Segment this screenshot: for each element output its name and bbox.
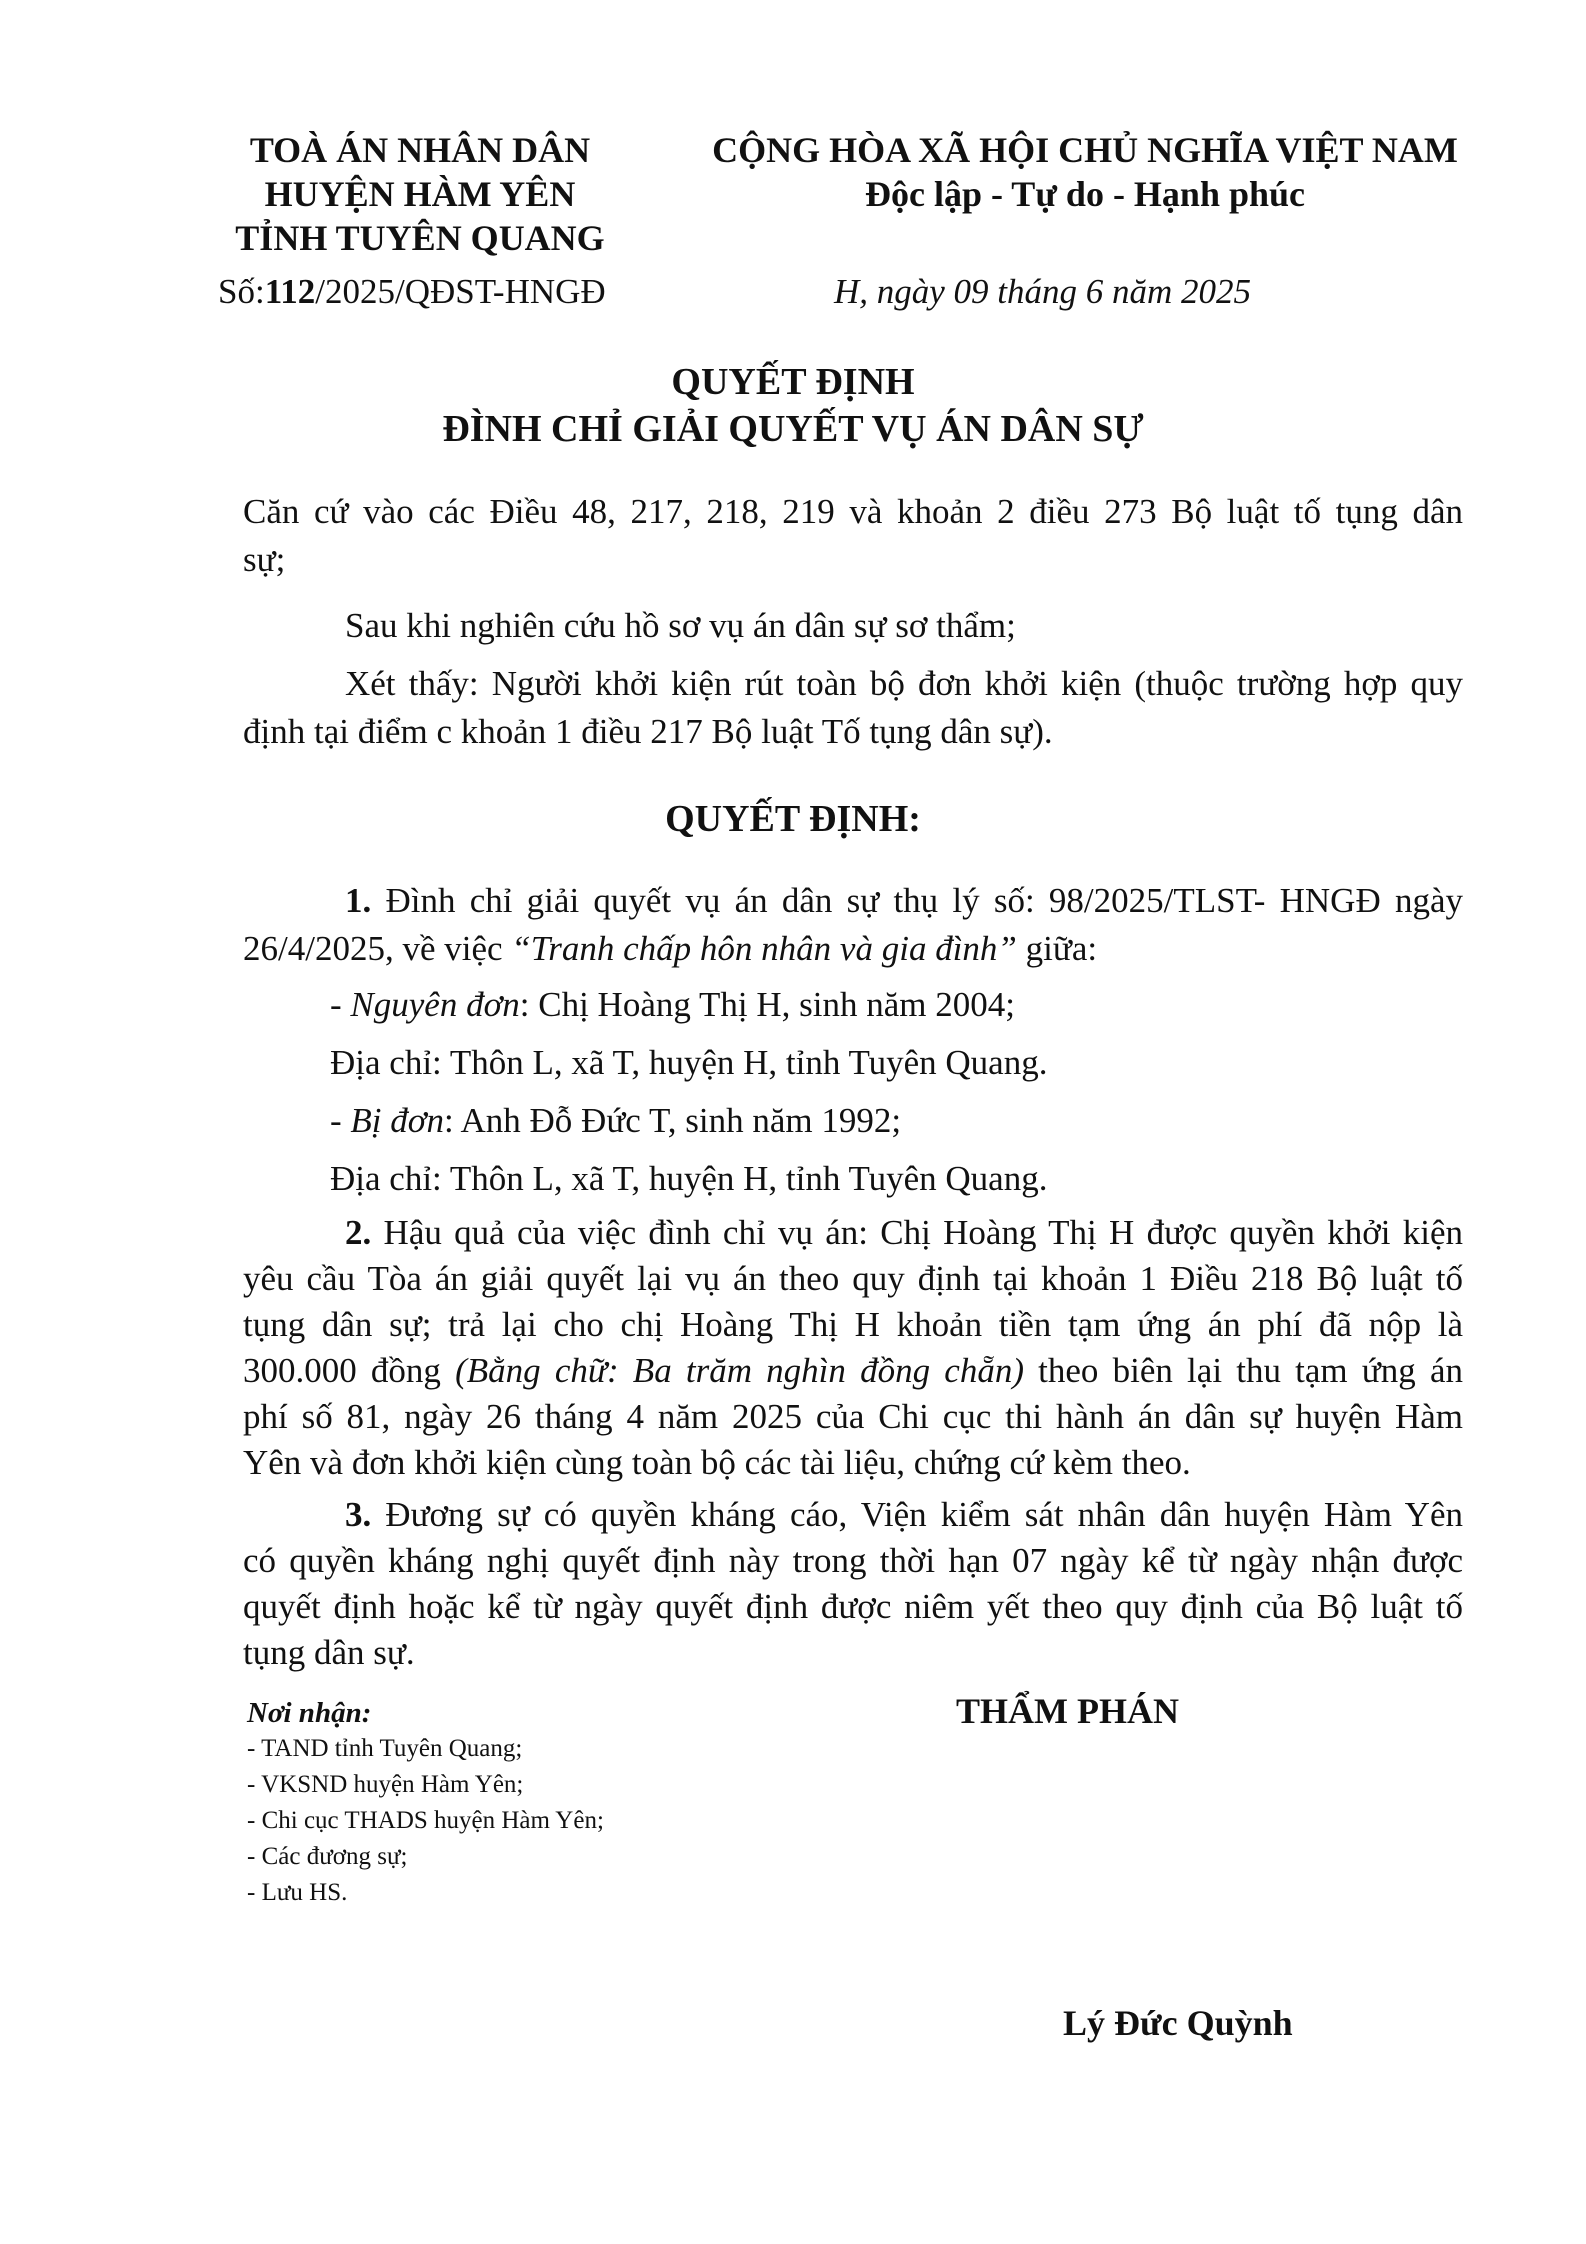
item-number: 3. <box>345 1495 372 1534</box>
item-line: tụng dân sự. <box>243 1633 415 1672</box>
decision-heading: QUYẾT ĐỊNH: <box>665 798 921 840</box>
item-line <box>243 877 1463 925</box>
ref-suffix: /2025/QĐST-HNGĐ <box>315 272 606 311</box>
court-name <box>190 128 650 260</box>
item-text: giữa: <box>1016 929 1098 968</box>
recipient-item: - Chi cục THADS huyện Hàm Yên; <box>247 1807 604 1834</box>
plaintiff-info: : Chị Hoàng Thị H, sinh năm 2004; <box>519 985 1015 1024</box>
dash: - <box>330 985 351 1024</box>
recipients-block <box>247 1695 604 1911</box>
item-line <box>243 925 1463 973</box>
dash: - <box>330 1101 351 1140</box>
recipient-item: - Các đương sự; <box>247 1843 408 1870</box>
decision-item-2 <box>243 1210 1463 1486</box>
case-subject: “Tranh chấp hôn nhân và gia đình” <box>511 929 1017 968</box>
defendant-label: Bị đơn <box>350 1101 444 1140</box>
item-line: yêu cầu Tòa án giải quyết lại vụ án theo quy định tại khoản 1 Điều 218 Bộ luật tố <box>243 1259 1463 1298</box>
signer-role: THẨM PHÁN <box>956 1691 1179 1731</box>
decision-item-1 <box>243 877 1463 973</box>
item-text: 300.000 đồng <box>243 1351 456 1390</box>
item-line: có quyền kháng nghị quyết định này trong thời hạn 07 ngày kể từ ngày nhận được <box>243 1541 1463 1580</box>
plaintiff-label: Nguyên đơn <box>350 985 520 1024</box>
ref-prefix: Số: <box>218 272 265 311</box>
document-title: QUYẾT ĐỊNH <box>671 361 915 403</box>
ref-number: 112 <box>264 272 316 311</box>
defendant <box>330 1101 901 1141</box>
amount-in-words: (Bằng chữ: Ba trăm nghìn đồng chẵn) <box>455 1351 1024 1390</box>
item-number: 1. <box>345 881 372 920</box>
recipient-item: - Lưu HS. <box>247 1879 348 1906</box>
item-text: Hậu quả của việc đình chỉ vụ án: Chị Hoàng Thị H được quyền khởi kiện <box>371 1213 1463 1252</box>
item-line <box>243 1210 1463 1256</box>
item-text: Đình chỉ giải quyết vụ án dân sự thụ lý số: 98/2025/TLST- HNGĐ ngày <box>371 881 1463 920</box>
recipient-item: - TAND tỉnh Tuyên Quang; <box>247 1735 523 1762</box>
item-text: Đương sự có quyền kháng cáo, Viện kiểm sát nhân dân huyện Hàm Yên <box>371 1495 1463 1534</box>
preamble-line: Căn cứ vào các Điều 48, 217, 218, 219 và khoản 2 điều 273 Bộ luật tố tụng dân <box>243 492 1463 531</box>
nation-line-1: CỘNG HÒA XÃ HỘI CHỦ NGHĨA VIỆT NAM <box>712 130 1458 170</box>
preamble-legal-basis <box>243 488 1463 584</box>
recipients-title: Nơi nhận: <box>247 1697 372 1729</box>
preamble-line: Xét thấy: Người khởi kiện rút toàn bộ đơn khởi kiện (thuộc trường hợp quy <box>345 664 1463 703</box>
court-line-3: TỈNH TUYÊN QUANG <box>235 218 605 258</box>
preamble-line: định tại điểm c khoản 1 điều 217 Bộ luật Tố tụng dân sự). <box>243 712 1053 751</box>
plaintiff <box>330 985 1015 1025</box>
defendant-address: Địa chỉ: Thôn L, xã T, huyện H, tỉnh Tuyên Quang. <box>330 1159 1048 1198</box>
issue-date: H, ngày 09 tháng 6 năm 2025 <box>834 272 1252 311</box>
preamble-consideration <box>243 660 1463 756</box>
nation-line-2: Độc lập - Tự do - Hạnh phúc <box>864 174 1306 214</box>
decision-item-3 <box>243 1492 1463 1676</box>
signer-name: Lý Đức Quỳnh <box>1063 2003 1293 2043</box>
reference-number <box>218 272 606 312</box>
recipient-item: - VKSND huyện Hàm Yên; <box>247 1771 524 1798</box>
item-line <box>243 1492 1463 1538</box>
court-line-2: HUYỆN HÀM YÊN <box>264 174 576 214</box>
defendant-info: : Anh Đỗ Đức T, sinh năm 1992; <box>443 1101 902 1140</box>
preamble-review: Sau khi nghiên cứu hồ sơ vụ án dân sự sơ thẩm; <box>345 606 1016 645</box>
item-number: 2. <box>345 1213 372 1252</box>
item-text: 26/4/2025, về việc <box>243 929 512 968</box>
court-line-1: TOÀ ÁN NHÂN DÂN <box>249 130 591 170</box>
item-line <box>243 1348 1463 1394</box>
item-line: Yên và đơn khởi kiện cùng toàn bộ các tài liệu, chứng cứ kèm theo. <box>243 1443 1191 1482</box>
preamble-line: sự; <box>243 540 286 579</box>
item-line: tụng dân sự; trả lại cho chị Hoàng Thị H khoản tiền tạm ứng án phí đã nộp là <box>243 1305 1463 1344</box>
national-motto <box>690 128 1480 216</box>
plaintiff-address: Địa chỉ: Thôn L, xã T, huyện H, tỉnh Tuyên Quang. <box>330 1043 1048 1082</box>
item-line: phí số 81, ngày 26 tháng 4 năm 2025 của Chi cục thi hành án dân sự huyện Hàm <box>243 1397 1463 1436</box>
document-subtitle: ĐÌNH CHỈ GIẢI QUYẾT VỤ ÁN DÂN SỰ <box>442 408 1144 450</box>
item-line: quyết định hoặc kể từ ngày quyết định được niêm yết theo quy định của Bộ luật tố <box>243 1587 1463 1626</box>
item-text: theo biên lại thu tạm ứng án <box>1023 1351 1464 1390</box>
